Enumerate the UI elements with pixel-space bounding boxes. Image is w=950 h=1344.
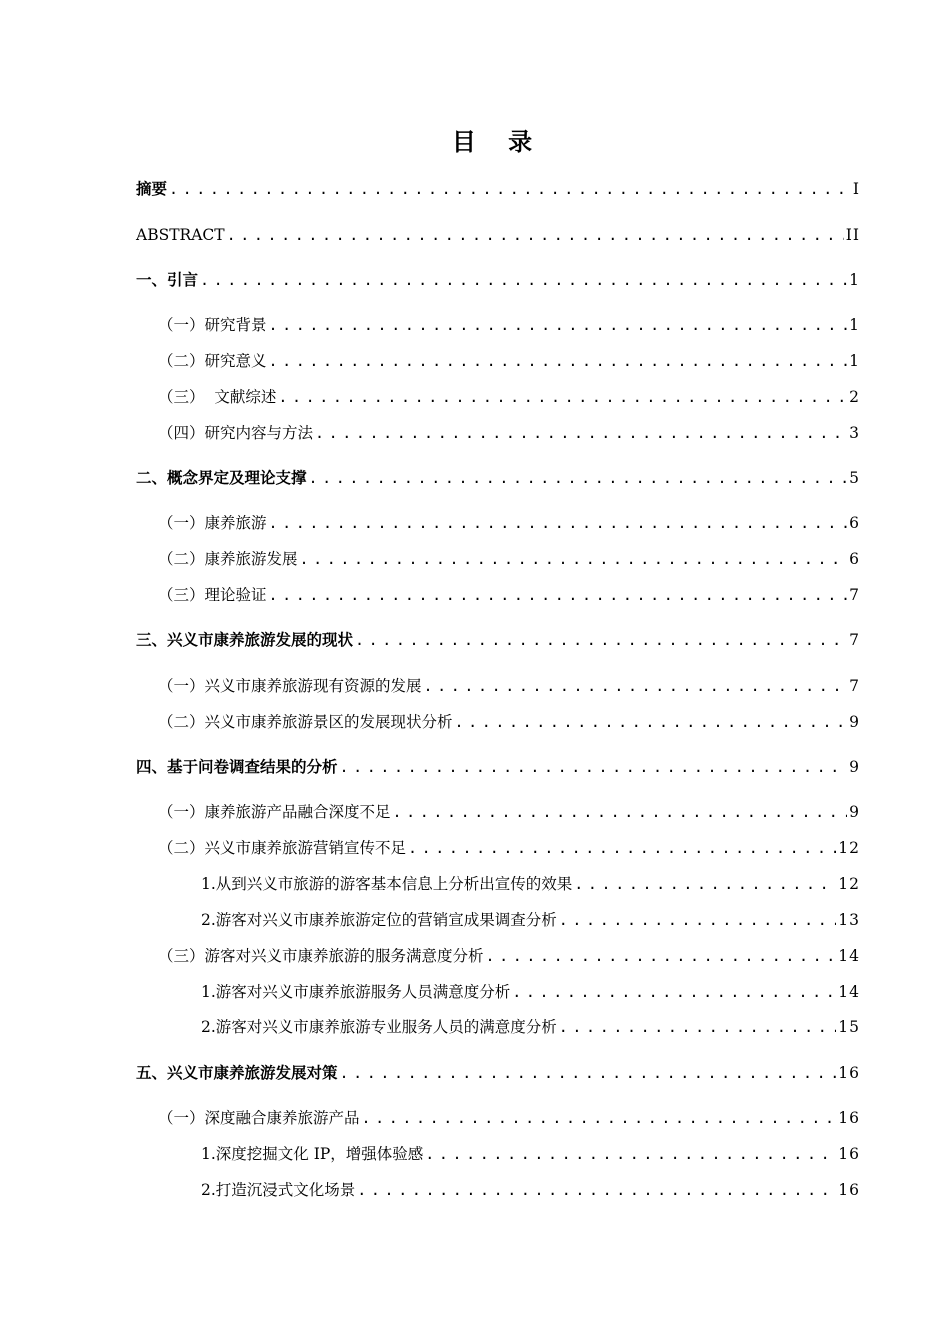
toc-entry-chapter-3[interactable]: [0, 630, 860, 650]
toc-entry-section[interactable]: [0, 513, 860, 533]
toc-page-number: 1: [849, 316, 860, 334]
dot-leader: [512, 982, 836, 1002]
toc-page-number: 13: [838, 911, 860, 929]
toc-page-number: 16: [838, 1109, 860, 1127]
toc-entry-text: 四、基于问卷调查结果的分析: [136, 758, 338, 776]
dot-leader: [269, 315, 848, 335]
dot-leader: [227, 225, 844, 245]
toc-entry-abstract-cn[interactable]: [0, 179, 860, 199]
toc-page-number: 7: [849, 677, 860, 695]
toc-entry-text: （二）兴义市康养旅游营销宣传不足: [158, 839, 407, 857]
toc-entry-chapter-1[interactable]: [0, 270, 860, 290]
toc-entry-text: 一、引言: [136, 271, 199, 289]
toc-entry-text: （三）理论验证: [158, 586, 267, 604]
toc-page-number: 9: [849, 803, 860, 821]
dot-leader: [559, 1017, 836, 1037]
toc-entry-text: 2.游客对兴义市康养旅游定位的营销宣成果调查分析: [201, 911, 557, 929]
toc-entry-section[interactable]: [0, 549, 860, 569]
dot-leader: [393, 802, 848, 822]
toc-page-number: 16: [838, 1064, 860, 1082]
toc-entry-subsection[interactable]: [0, 874, 860, 894]
toc-page-number: 16: [838, 1181, 860, 1199]
toc-entry-text: （一）兴义市康养旅游现有资源的发展: [158, 677, 422, 695]
toc-entry-section[interactable]: [0, 351, 860, 371]
dot-leader: [315, 423, 847, 443]
toc-entry-text: （二）兴义市康养旅游景区的发展现状分析: [158, 713, 453, 731]
dot-leader: [200, 270, 847, 290]
dot-leader: [408, 838, 836, 858]
toc-entry-text: （二）研究意义: [158, 352, 267, 370]
toc-page-number: II: [845, 226, 860, 244]
toc-page-number: 9: [849, 758, 860, 776]
toc-entry-subsection[interactable]: [0, 1180, 860, 1200]
dot-leader: [424, 676, 848, 696]
toc-entry-text: （一）康养旅游: [158, 514, 267, 532]
toc-entry-chapter-4[interactable]: [0, 757, 860, 777]
toc-entry-section[interactable]: [0, 585, 860, 605]
toc-entry-section[interactable]: [0, 387, 860, 407]
dot-leader: [574, 874, 836, 894]
toc-entry-text: （二）康养旅游发展: [158, 550, 298, 568]
toc-entry-subsection[interactable]: [0, 910, 860, 930]
toc-entry-text: 2.打造沉浸式文化场景: [201, 1181, 356, 1199]
toc-entry-text: 三、兴义市康养旅游发展的现状: [136, 631, 354, 649]
toc-page-number: 2: [849, 388, 860, 406]
toc-entry-text: ABSTRACT: [136, 226, 225, 244]
dot-leader: [278, 387, 847, 407]
toc-page-number: 16: [838, 1145, 860, 1163]
toc-entry-subsection[interactable]: [0, 982, 860, 1002]
dot-leader: [269, 585, 848, 605]
dot-leader: [340, 757, 848, 777]
dot-leader: [357, 1180, 836, 1200]
toc-title: 目 录: [451, 128, 545, 156]
toc-entry-text: （一）深度融合康养旅游产品: [158, 1109, 360, 1127]
toc-page-number: 3: [849, 424, 860, 442]
toc-entry-subsection[interactable]: [0, 1017, 860, 1037]
dot-leader: [169, 179, 851, 199]
toc-entry-text: （一）研究背景: [158, 316, 267, 334]
dot-leader: [269, 513, 848, 533]
toc-entry-text: 1.深度挖掘文化 IP，增强体验感: [201, 1145, 424, 1163]
toc-page-number: 12: [838, 875, 860, 893]
dot-leader: [455, 712, 848, 732]
toc-page-number: 12: [838, 839, 860, 857]
toc-entry-subsection[interactable]: [0, 1144, 860, 1164]
toc-page-number: 7: [849, 586, 860, 604]
toc-page-number: 7: [849, 631, 860, 649]
toc-entry-section[interactable]: [0, 802, 860, 822]
toc-entry-abstract-en[interactable]: [0, 225, 860, 245]
toc-entry-text: （三）游客对兴义市康养旅游的服务满意度分析: [158, 947, 484, 965]
dot-leader: [340, 1063, 837, 1083]
toc-page-number: 6: [849, 514, 860, 532]
dot-leader: [300, 549, 848, 569]
toc-entry-text: 五、兴义市康养旅游发展对策: [136, 1064, 338, 1082]
toc-entry-text: 2.游客对兴义市康养旅游专业服务人员的满意度分析: [201, 1018, 557, 1036]
toc-entry-text: 1.游客对兴义市康养旅游服务人员满意度分析: [201, 983, 511, 1001]
toc-entry-text: 二、概念界定及理论支撑: [136, 469, 307, 487]
toc-entry-text: 摘要: [136, 180, 168, 198]
toc-page-number: 9: [849, 713, 860, 731]
toc-page-number: 1: [849, 271, 860, 289]
toc-page-number: I: [852, 180, 860, 198]
toc-page-number: 14: [838, 947, 860, 965]
dot-leader: [309, 468, 848, 488]
toc-entry-section[interactable]: [0, 423, 860, 443]
dot-leader: [362, 1108, 837, 1128]
toc-page-number: 1: [849, 352, 860, 370]
toc-entry-text: （四）研究内容与方法: [158, 424, 314, 442]
toc-entry-section[interactable]: [0, 712, 860, 732]
toc-entry-section[interactable]: [0, 676, 860, 696]
toc-entry-text: （一）康养旅游产品融合深度不足: [158, 803, 391, 821]
toc-entry-section[interactable]: [0, 1108, 860, 1128]
toc-page-number: 6: [849, 550, 860, 568]
toc-entry-chapter-5[interactable]: [0, 1063, 860, 1083]
toc-page-number: 14: [838, 983, 860, 1001]
toc-page-number: 15: [838, 1018, 860, 1036]
dot-leader: [425, 1144, 836, 1164]
dot-leader: [355, 630, 847, 650]
toc-entry-chapter-2[interactable]: [0, 468, 860, 488]
dot-leader: [486, 946, 837, 966]
dot-leader: [269, 351, 848, 371]
toc-entry-text: （三） 文献综述: [158, 388, 277, 406]
toc-page-number: 5: [849, 469, 860, 487]
toc-entry-section[interactable]: [0, 946, 860, 966]
toc-entry-section[interactable]: [0, 838, 860, 858]
toc-entry-text: 1.从到兴义市旅游的游客基本信息上分析出宣传的效果: [201, 875, 573, 893]
dot-leader: [559, 910, 836, 930]
toc-entry-section[interactable]: [0, 315, 860, 335]
